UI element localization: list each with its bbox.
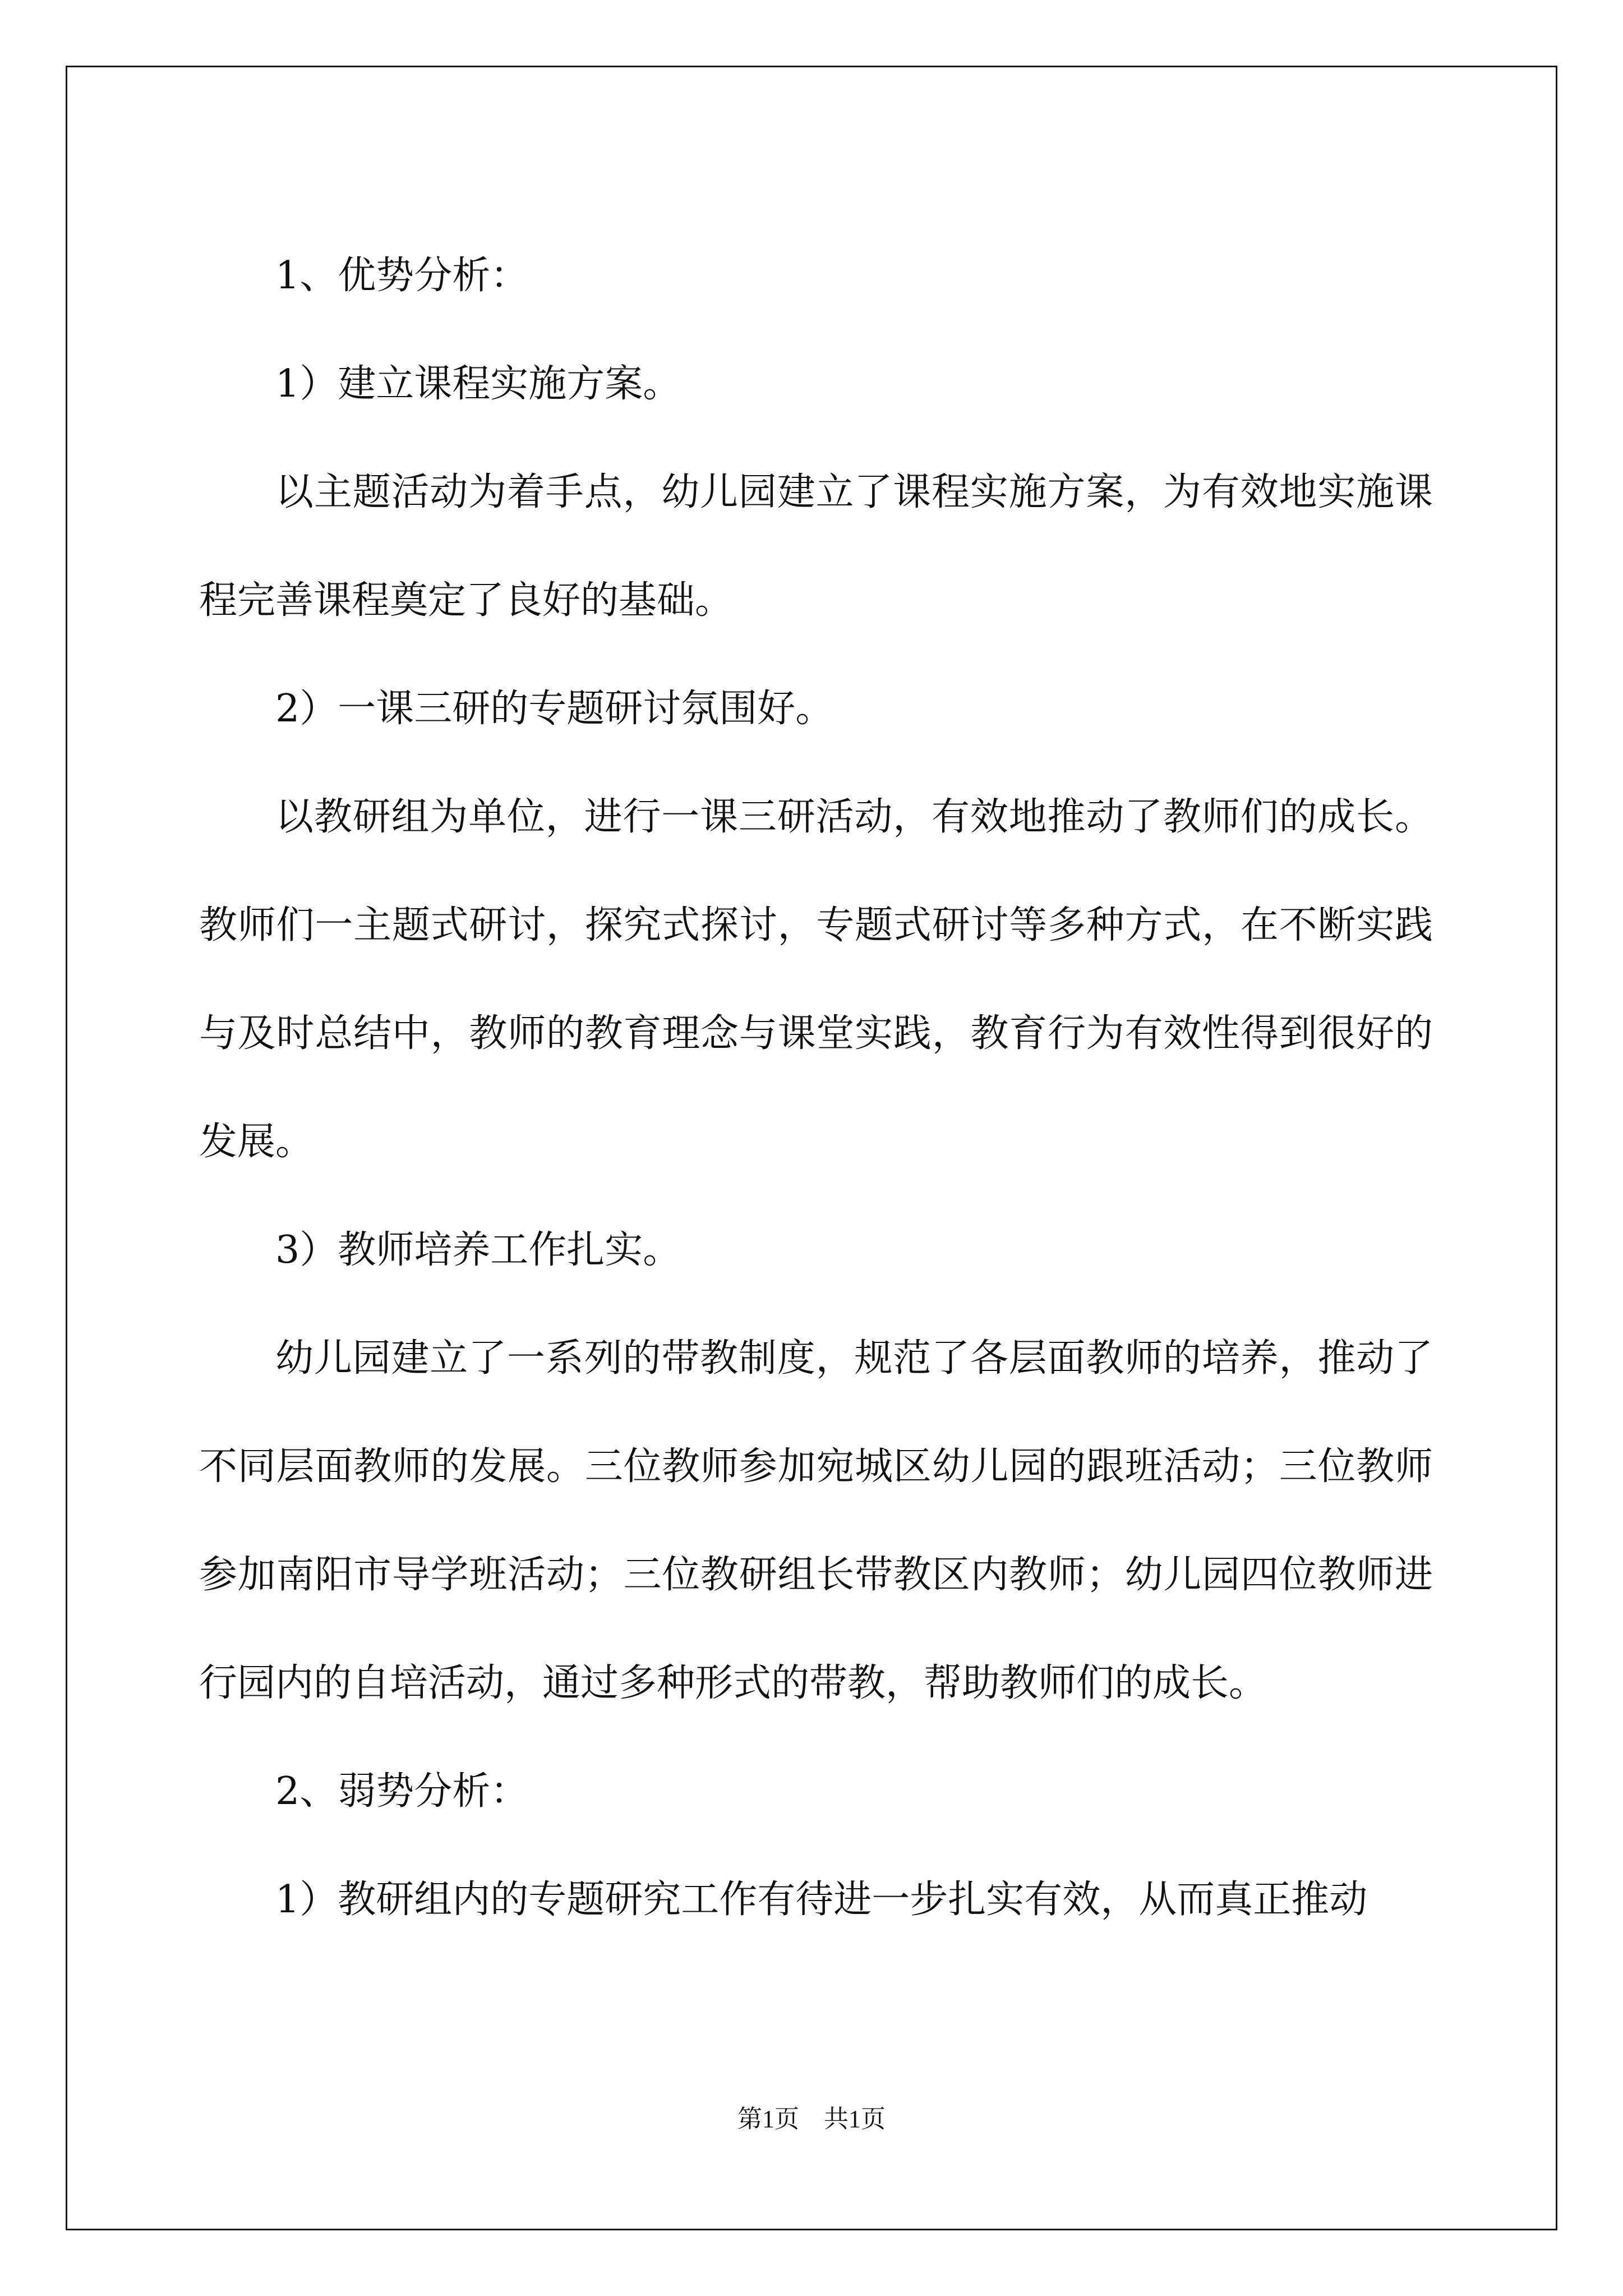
document-body	[199, 222, 1433, 1954]
paragraph-research-atmosphere: 以教研组为单位，进行一课三研活动，有效地推动了教师们的成长。教师们一主题式研讨，探究式探讨，专题式研讨等多种方式，在不断实践与及时总结中，教师的教育理念与课堂实践，教育行为有效性得到很好的发展。	[199, 795, 1433, 1164]
paragraph-curriculum-plan: 以主题活动为着手点，幼儿园建立了课程实施方案，为有效地实施课程完善课程奠定了良好的基础。	[199, 470, 1433, 623]
subheading-research-atmosphere: 2）一课三研的专题研讨氛围好。	[275, 687, 834, 731]
subheading-teacher-training: 3）教师培养工作扎实。	[275, 1228, 681, 1272]
subheading-curriculum-plan: 1）建立课程实施方案。	[275, 362, 681, 406]
heading-strengths: 1、优势分析：	[275, 254, 529, 298]
subheading-research-work: 1）教研组内的专题研究工作有待进一步扎实有效，从而真正推动	[275, 1878, 1368, 1922]
page-footer	[0, 2102, 1623, 2136]
page-number-label: 第1页 共1页	[737, 2105, 886, 2133]
paragraph-teacher-training: 幼儿园建立了一系列的带教制度，规范了各层面教师的培养，推动了不同层面教师的发展。三位教师参加宛城区幼儿园的跟班活动；三位教师参加南阳市导学班活动；三位教研组长带教区内教师；幼儿园四位教师进行园内的自培活动，通过多种形式的带教，帮助教师们的成长。	[199, 1336, 1433, 1705]
heading-weaknesses: 2、弱势分析：	[275, 1769, 529, 1814]
